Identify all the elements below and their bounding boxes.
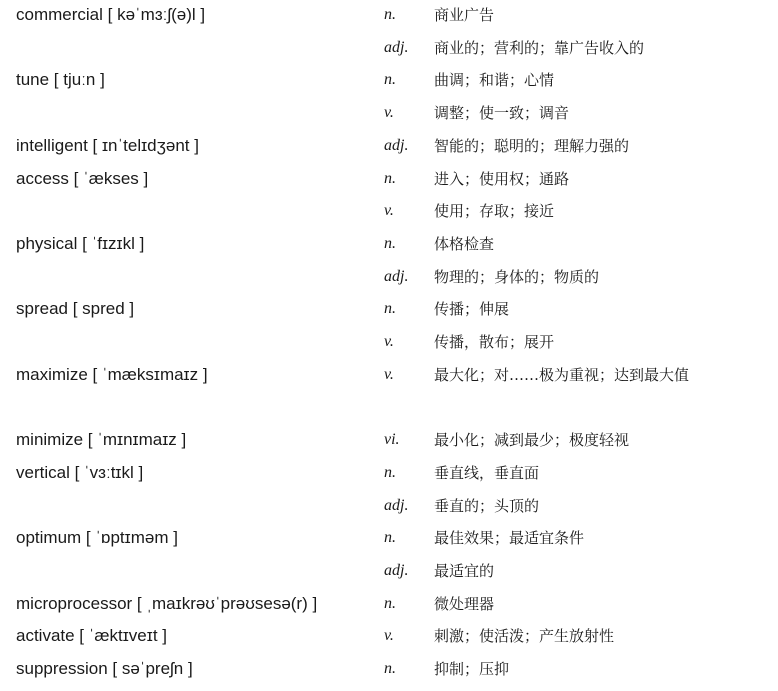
part-of-speech: v. [384,365,394,383]
entry-word: access [ ˈækses ] [16,168,149,188]
entry-word: physical [ ˈfɪzɪkl ] [16,233,145,253]
part-of-speech: v. [384,104,394,122]
part-of-speech: n. [384,594,396,612]
definition: 体格检查 [434,234,495,253]
definition: 抑制；压抑 [434,660,510,678]
entry-word: spread [ spred ] [16,299,135,319]
entry-row [0,364,778,397]
entry-word: microprocessor [ ˌmaɪkrəʊˈprəʊsesə(r) ] [16,593,318,613]
definition: 商业广告 [434,6,495,24]
part-of-speech: v. [384,627,394,645]
definition: 最大化；对……极为重视；达到最大值 [434,365,690,384]
entry-word: suppression [ səˈpreʃn ] [16,659,193,678]
definition: 最佳效果；最适宜条件 [434,529,585,548]
entry-word: maximize [ ˈmæksɪmaɪz ] [16,364,208,384]
definition: 智能的；聪明的；理解力强的 [434,136,630,155]
part-of-speech: adj. [384,267,409,285]
definition: 垂直的；头顶的 [434,496,540,515]
part-of-speech: n. [384,71,396,89]
part-of-speech: n. [384,529,396,547]
definition: 微处理器 [434,594,495,613]
definition: 物理的；身体的；物质的 [434,267,600,286]
part-of-speech: n. [384,6,396,23]
part-of-speech: v. [384,333,394,350]
definition: 传播，散布；展开 [434,333,555,351]
definition: 最小化；减到最少；极度轻视 [434,431,630,450]
entry-row [0,658,778,691]
part-of-speech: adj. [384,136,409,154]
definition: 曲调；和谐；心情 [434,71,555,90]
part-of-speech: n. [384,300,396,318]
entry-word: vertical [ ˈvɜːtɪkl ] [16,462,144,482]
part-of-speech: vi. [384,431,400,449]
definition: 最适宜的 [434,561,495,580]
part-of-speech: adj. [384,561,409,579]
entry-word: optimum [ ˈɒptɪməm ] [16,528,178,548]
part-of-speech: n. [384,234,396,252]
definition: 刺激；使活泼；产生放射性 [434,627,615,646]
part-of-speech: n. [384,169,396,187]
definition: 传播；伸展 [434,300,510,319]
entry-word: tune [ tjuːn ] [16,70,105,90]
definition: 进入；使用权；通路 [434,169,570,188]
entry-word: activate [ ˈæktɪveɪt ] [16,626,167,646]
definition: 使用；存取；接近 [434,202,555,221]
part-of-speech: n. [384,463,396,481]
definition: 调整；使一致；调音 [434,104,570,123]
part-of-speech: v. [384,202,394,220]
entry-word: commercial [ kəˈmɜːʃ(ə)l ] [16,5,206,24]
definition: 商业的；营利的；靠广告收入的 [434,38,645,57]
part-of-speech: n. [384,660,396,677]
entry-word: minimize [ ˈmɪnɪmaɪz ] [16,430,187,450]
part-of-speech: adj. [384,496,409,514]
definition: 垂直线，垂直面 [434,463,540,482]
part-of-speech: adj. [384,38,409,56]
entry-word: intelligent [ ɪnˈtelɪdʒənt ] [16,135,199,155]
